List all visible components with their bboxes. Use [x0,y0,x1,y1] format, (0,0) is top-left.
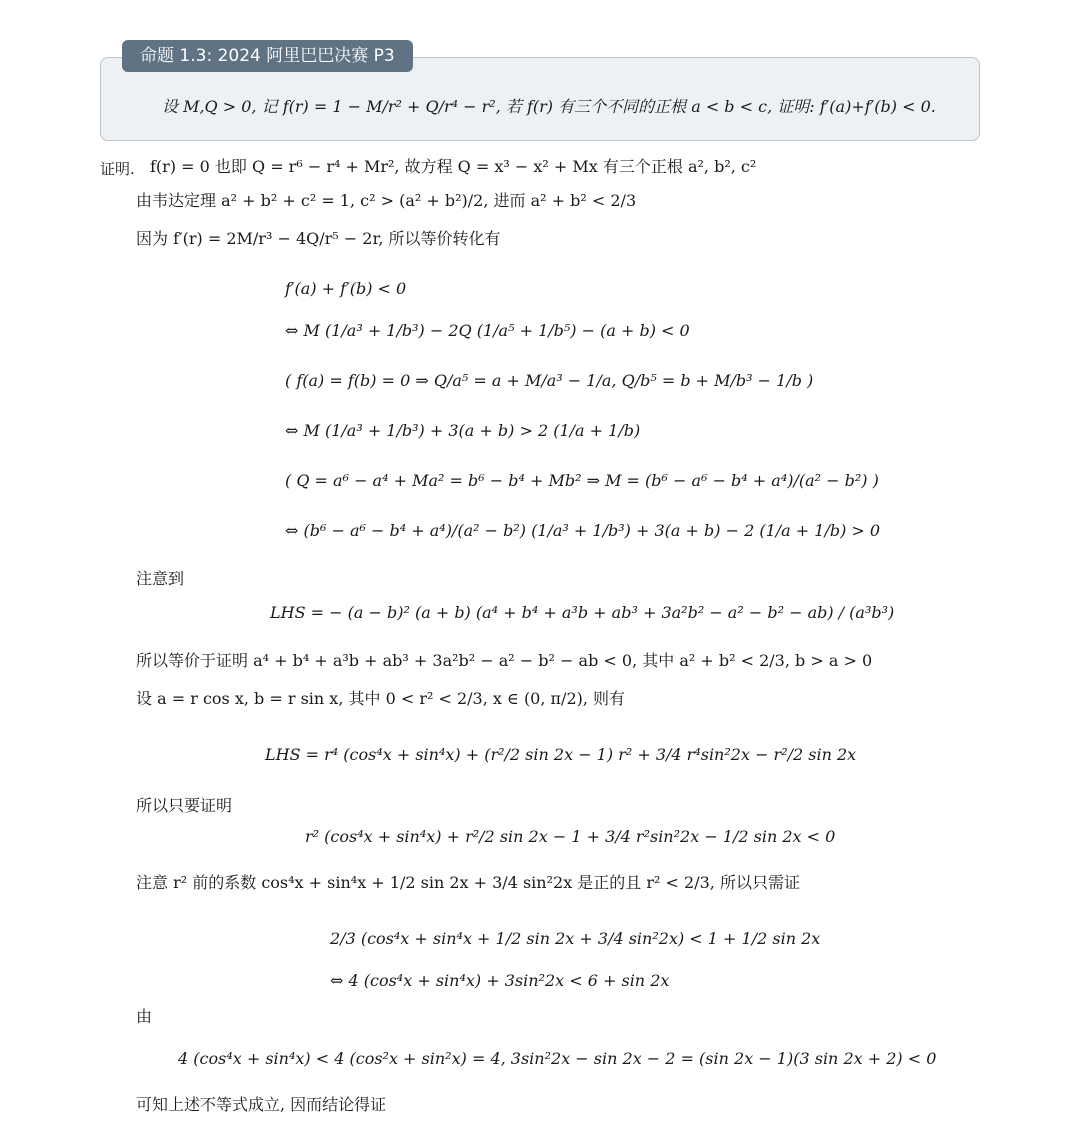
derivation-4: ⇔ M (1/a³ + 1/b³) + 3(a + b) > 2 (1/a + 1/b) [285,421,641,440]
inequality-3: ⇔ 4 (cos⁴x + sin⁴x) + 3sin²2x < 6 + sin 2x [330,971,670,990]
proof-line-1: f(r) = 0 也即 Q = r⁶ − r⁴ + Mr², 故方程 Q = x³ − x² + Mx 有三个正根 a², b², c² [150,157,757,176]
inequality-2: 2/3 (cos⁴x + sin⁴x + 1/2 sin 2x + 3/4 sin²2x) < 1 + 1/2 sin 2x [330,929,821,948]
coefficient-line: 注意 r² 前的系数 cos⁴x + sin⁴x + 1/2 sin 2x + 3/4 sin²2x 是正的且 r² < 2/3, 所以只需证 [136,873,800,892]
inequality-1: r² (cos⁴x + sin⁴x) + r²/2 sin 2x − 1 + 3/4 r²sin²2x − 1/2 sin 2x < 0 [305,827,836,846]
note-3: 由 [136,1007,153,1026]
proof-line-2: 由韦达定理 a² + b² + c² = 1, c² > (a² + b²)/2, 进而 a² + b² < 2/3 [136,191,637,210]
conclusion: 可知上述不等式成立, 因而结论得证 [136,1095,387,1114]
problem-tag: 命题 1.3: 2024 阿里巴巴决赛 P3 [122,40,413,72]
proof-line-3: 因为 f′(r) = 2M/r³ − 4Q/r⁵ − 2r, 所以等价转化有 [136,229,501,248]
final-equation: 4 (cos⁴x + sin⁴x) < 4 (cos²x + sin²x) = 4, 3sin²2x − sin 2x − 2 = (sin 2x − 1)(3 sin 2x + 2) < 0 [178,1049,937,1068]
problem-statement: 设 M,Q > 0, 记 f(r) = 1 − M/r² + Q/r⁴ − r², 若 f(r) 有三个不同的正根 a < b < c, 证明: f′(a)+f′(b) < 0. [162,97,936,116]
derivation-3: ( f(a) = f(b) = 0 ⇒ Q/a⁵ = a + M/a³ − 1/a, Q/b⁵ = b + M/b³ − 1/b ) [285,371,814,390]
proof-label: 证明. [100,160,135,178]
derivation-1: f′(a) + f′(b) < 0 [285,279,407,298]
note-1: 注意到 [136,569,185,588]
derivation-5: ( Q = a⁶ − a⁴ + Ma² = b⁶ − b⁴ + Mb² ⇒ M = (b⁶ − a⁶ − b⁴ + a⁴)/(a² − b²) ) [285,471,879,490]
substitution-line: 设 a = r cos x, b = r sin x, 其中 0 < r² < 2/3, x ∈ (0, π/2), 则有 [136,689,626,708]
lhs-expression-1: LHS = − (a − b)² (a + b) (a⁴ + b⁴ + a³b + ab³ + 3a²b² − a² − b² − ab) / (a³b³) [270,603,895,622]
derivation-6: ⇔ (b⁶ − a⁶ − b⁴ + a⁴)/(a² − b²) (1/a³ + 1/b³) + 3(a + b) − 2 (1/a + 1/b) > 0 [285,521,881,540]
derivation-2: ⇔ M (1/a³ + 1/b³) − 2Q (1/a⁵ + 1/b⁵) − (a + b) < 0 [285,321,690,340]
lhs-expression-2: LHS = r⁴ (cos⁴x + sin⁴x) + (r²/2 sin 2x − 1) r² + 3/4 r⁴sin²2x − r²/2 sin 2x [265,745,857,764]
equivalence-line: 所以等价于证明 a⁴ + b⁴ + a³b + ab³ + 3a²b² − a² − b² − ab < 0, 其中 a² + b² < 2/3, b > a > 0 [136,651,873,670]
note-2: 所以只要证明 [136,796,233,815]
